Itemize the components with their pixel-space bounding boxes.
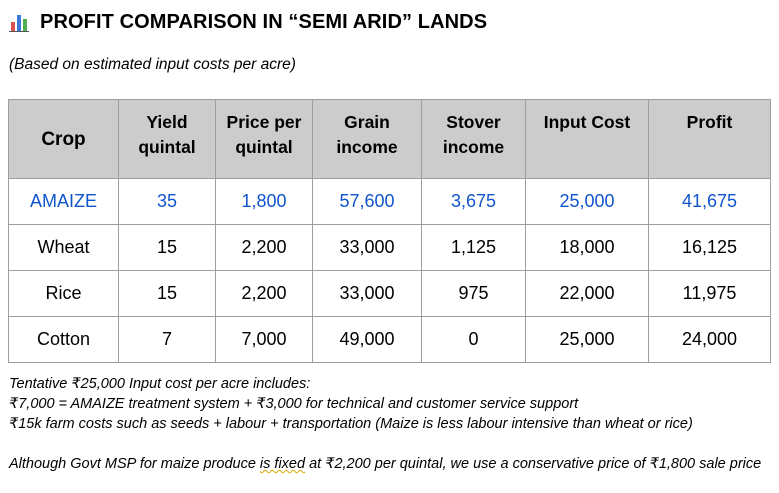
msp-text-after: at ₹2,200 per quintal, we use a conservative price of ₹1,800 sale price [305,456,762,472]
cell-crop: Wheat [9,225,119,271]
cell-grain-income: 57,600 [313,179,422,225]
cell-stover-income: 1,125 [422,225,526,271]
page-subtitle: (Based on estimated input costs per acre) [9,56,296,73]
header-yield: Yield quintal [119,100,216,179]
cell-grain-income: 33,000 [313,225,422,271]
cell-price: 2,200 [216,225,313,271]
header-price: Price per quintal [216,100,313,179]
note-line-1: Tentative ₹25,000 Input cost per acre includes: [9,376,311,392]
table-row-wheat [9,225,771,271]
cell-crop: AMAIZE [9,179,119,225]
cell-input-cost: 22,000 [526,271,649,317]
msp-text-before: Although Govt MSP for maize produce [9,456,260,472]
table-row-amaize [9,179,771,225]
cell-input-cost: 25,000 [526,317,649,363]
cell-crop: Cotton [9,317,119,363]
page-title: PROFIT COMPARISON IN “SEMI ARID” LANDS [40,10,488,33]
msp-text-underlined: is fixed [259,456,306,472]
header-stover-income: Stover income [422,100,526,179]
header-grain-income: Grain income [313,100,422,179]
cell-input-cost: 25,000 [526,179,649,225]
msp-note [9,456,761,472]
cell-yield: 35 [119,179,216,225]
note-line-2: ₹7,000 = AMAIZE treatment system + ₹3,000 for technical and customer service support [9,396,579,412]
cell-input-cost: 18,000 [526,225,649,271]
table-row-rice [9,271,771,317]
cost-notes [9,374,693,434]
cell-profit: 16,125 [649,225,771,271]
cell-price: 1,800 [216,179,313,225]
table-header-row [9,100,771,179]
cell-profit: 24,000 [649,317,771,363]
cell-profit: 41,675 [649,179,771,225]
header-profit: Profit [649,100,771,179]
cell-stover-income: 3,675 [422,179,526,225]
cell-price: 7,000 [216,317,313,363]
cell-stover-income: 0 [422,317,526,363]
cell-price: 2,200 [216,271,313,317]
profit-comparison-table [8,99,771,363]
cell-stover-income: 975 [422,271,526,317]
cell-crop: Rice [9,271,119,317]
cell-grain-income: 33,000 [313,271,422,317]
cell-yield: 15 [119,271,216,317]
cell-yield: 7 [119,317,216,363]
cell-grain-income: 49,000 [313,317,422,363]
cell-yield: 15 [119,225,216,271]
bar-chart-icon [9,12,29,32]
note-line-3: ₹15k farm costs such as seeds + labour + transportation (Maize is less labour intensive than wheat or rice) [9,416,693,432]
header-crop: Crop [9,100,119,179]
header-input-cost: Input Cost [526,100,649,179]
table-row-cotton [9,317,771,363]
cell-profit: 11,975 [649,271,771,317]
title-row [9,8,487,36]
